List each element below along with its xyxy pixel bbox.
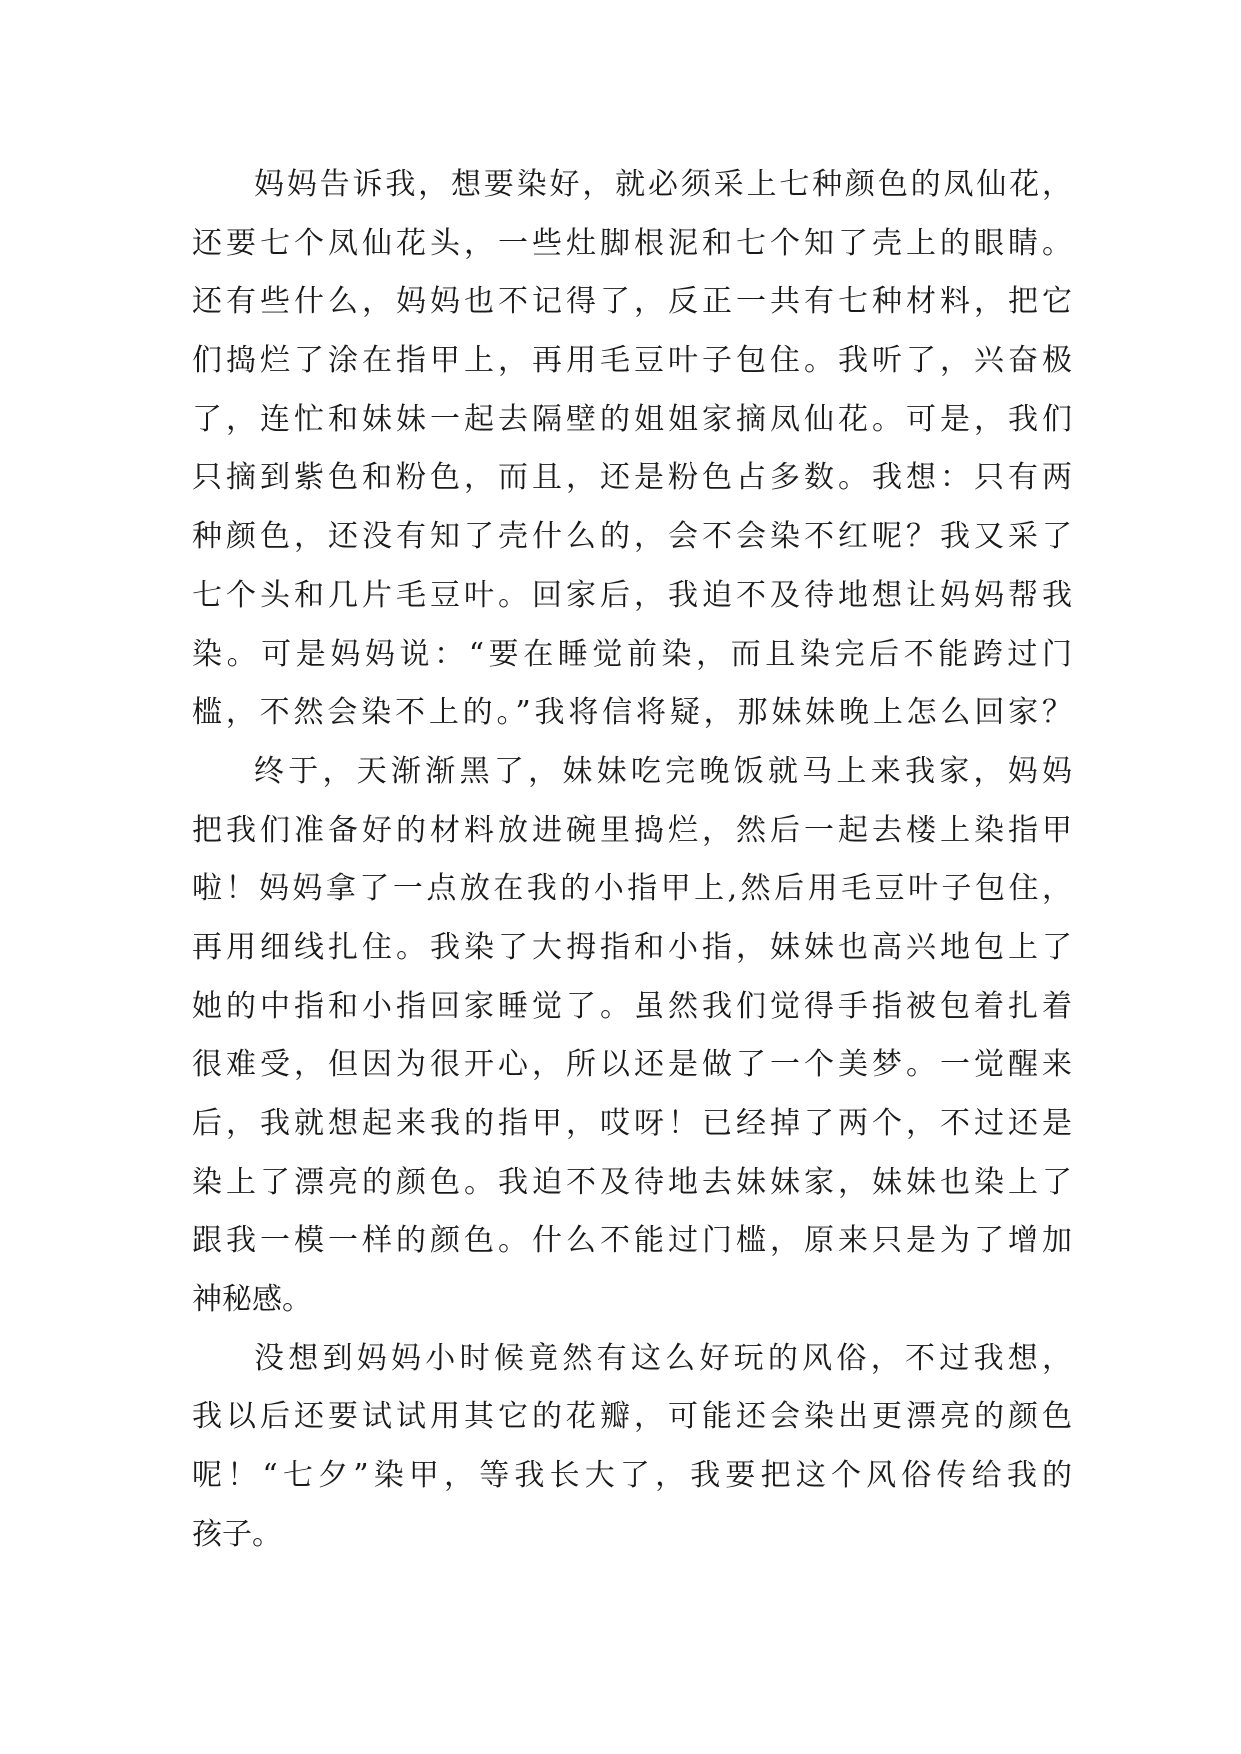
text-line: 们捣烂了涂在指甲上，再用毛豆叶子包住。我听了，兴奋极 [192, 343, 1072, 379]
text-line: 呢！“七夕”染甲，等我长大了，我要把这个风俗传给我的 [192, 1458, 1072, 1494]
text-line: 神秘感。 [192, 1282, 312, 1318]
text-line: 很难受，但因为很开心，所以还是做了一个美梦。一觉醒来 [192, 1047, 1072, 1083]
essay-body [192, 156, 1072, 1565]
text-line: 我以后还要试试用其它的花瓣，可能还会染出更漂亮的颜色 [192, 1399, 1072, 1435]
text-line: 槛，不然会染不上的。”我将信将疑，那妹妹晚上怎么回家？ [192, 695, 1072, 731]
paragraph-1 [192, 156, 1072, 743]
text-line: 妈妈告诉我，想要染好，就必须采上七种颜色的凤仙花， [254, 167, 1072, 202]
text-line: 跟我一模一样的颜色。什么不能过门槛，原来只是为了增加 [192, 1223, 1072, 1259]
text-line: 后，我就想起来我的指甲，哎呀！已经掉了两个，不过还是 [192, 1106, 1072, 1141]
text-line: 七个头和几片毛豆叶。回家后，我迫不及待地想让妈妈帮我 [192, 577, 1072, 613]
paragraph-3 [192, 1330, 1072, 1565]
text-line: 还要七个凤仙花头，一些灶脚根泥和七个知了壳上的眼睛。 [192, 225, 1072, 261]
text-line: 把我们准备好的材料放进碗里捣烂，然后一起去楼上染指甲 [192, 812, 1072, 848]
text-line: 了，连忙和妹妹一起去隔壁的姐姐家摘凤仙花。可是，我们 [192, 401, 1072, 437]
text-line: 孩子。 [192, 1516, 282, 1552]
text-line: 没想到妈妈小时候竟然有这么好玩的风俗，不过我想， [254, 1340, 1072, 1376]
text-line: 只摘到紫色和粉色，而且，还是粉色占多数。我想：只有两 [192, 460, 1072, 496]
text-line: 种颜色，还没有知了壳什么的，会不会染不红呢？我又采了 [192, 519, 1072, 555]
text-line: 染上了漂亮的颜色。我迫不及待地去妹妹家，妹妹也染上了 [192, 1164, 1072, 1200]
paragraph-2 [192, 743, 1072, 1330]
text-line: 染。可是妈妈说：“要在睡觉前染，而且染完后不能跨过门 [192, 636, 1072, 672]
text-line: 终于，天渐渐黑了，妹妹吃完晚饭就马上来我家，妈妈 [254, 753, 1072, 789]
text-line: 她的中指和小指回家睡觉了。虽然我们觉得手指被包着扎着 [192, 988, 1072, 1024]
text-line: 再用细线扎住。我染了大拇指和小指，妹妹也高兴地包上了 [192, 929, 1072, 965]
text-line: 啦！妈妈拿了一点放在我的小指甲上,然后用毛豆叶子包住， [192, 871, 1072, 907]
text-line: 还有些什么，妈妈也不记得了，反正一共有七种材料，把它 [192, 284, 1072, 320]
